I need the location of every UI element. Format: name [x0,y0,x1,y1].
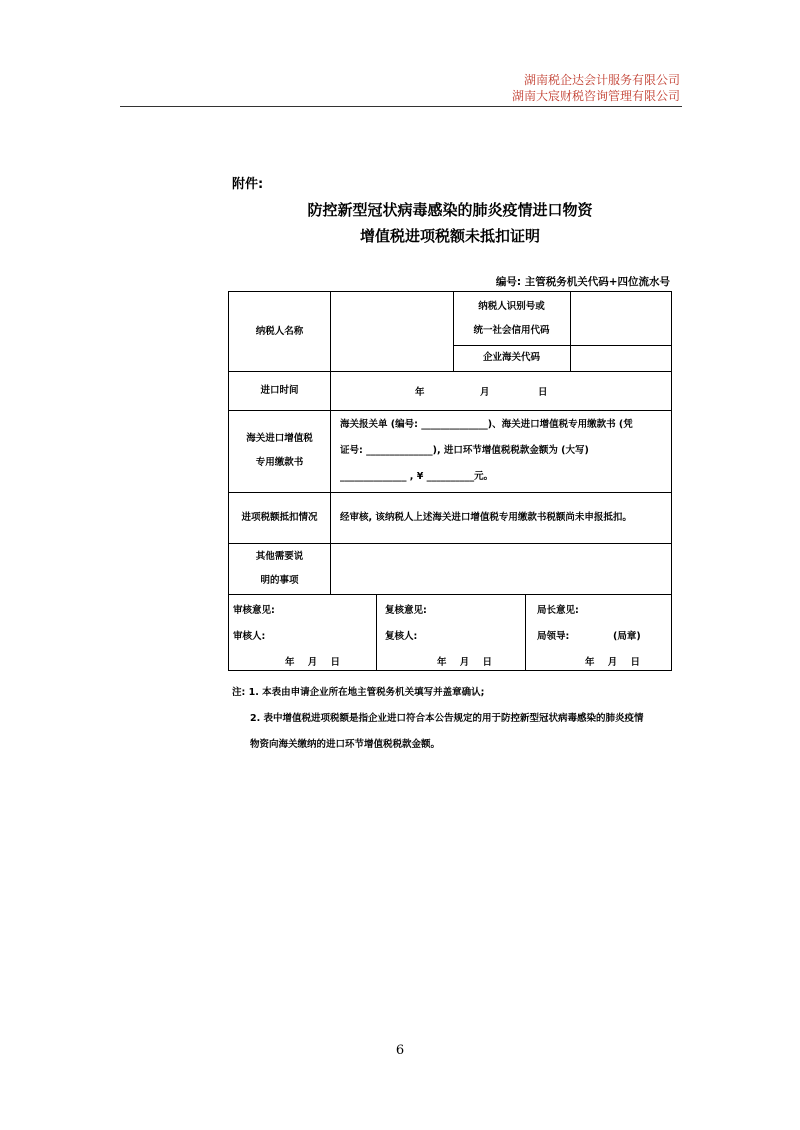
document-title-line-1: 防控新型冠状病毒感染的肺炎疫情进口物资 [307,201,593,219]
deduction-status-text: 经审核, 该纳税人上述海关进口增值税专用缴款书税额尚未申报抵扣。 [340,511,632,523]
rechecker-label: 复核人: [385,631,418,642]
director-date: 年 月 日 [585,657,640,668]
customs-vat-label [229,410,330,492]
table-rule [229,594,671,595]
table-rule [525,594,526,671]
customs-vat-details[interactable] [330,410,671,492]
taxpayer-id-label [453,292,570,345]
notes-section [232,680,672,758]
deduction-status-label: 进项税额抵扣情况 [241,511,318,523]
header-divider [120,106,682,107]
note-2-line-2: 物资向海关缴纳的进口环节增值税税款金额。 [250,739,441,750]
recheck-date: 年 月 日 [437,657,492,668]
customs-vat-label-line-1: 海关进口增值税 [246,433,313,444]
certificate-form-table [228,291,672,671]
company-header [512,72,680,104]
note-2-line-1: 2. 表中增值税进项税额是指企业进口符合本公告规定的用于防控新型冠状病毒感染的肺炎疫情 [250,713,644,724]
seal-label: (局章) [613,631,641,642]
attachment-label: 附件: [232,177,264,192]
date-year: 年 [415,386,425,398]
table-rule [376,594,377,671]
page-number: 6 [395,1043,405,1058]
serial-number-label: 编号: 主管税务机关代码+四位流水号 [495,276,670,288]
customs-vat-label-line-2: 专用缴款书 [255,457,304,468]
other-matters-label-line-2: 明的事项 [260,574,299,586]
other-matters-label [229,543,330,594]
other-matters-label-line-1: 其他需要说 [255,550,304,562]
import-time-field[interactable] [330,371,671,410]
taxpayer-name-label: 纳税人名称 [255,325,304,337]
recheck-opinion-label: 复核意见: [385,605,427,616]
review-date: 年 月 日 [285,657,340,668]
reviewer-label: 审核人: [233,631,266,642]
document-title-line-2: 增值税进项税额未抵扣证明 [359,227,540,245]
customs-vat-text-2: 证号: ______________), 进口环节增值税税款金额为 (大写) [340,445,589,456]
company-name-2: 湖南大宸财税咨询管理有限公司 [511,89,680,103]
taxpayer-id-label-line-1: 纳税人识别号或 [478,300,545,312]
date-day: 日 [538,386,548,398]
taxpayer-id-label-line-2: 统一社会信用代码 [473,324,550,336]
taxpayer-id-field[interactable] [570,292,671,345]
customs-code-field[interactable] [570,345,671,371]
customs-vat-text-3: ______________ , ¥ __________元。 [340,471,494,482]
note-1: 注: 1. 本表由申请企业所在地主管税务机关填写并盖章确认; [232,687,485,698]
director-opinion-label: 局长意见: [537,605,579,616]
director-label: 局领导: [537,631,570,642]
customs-vat-text-1: 海关报关单 (编号: ______________)、海关进口增值税专用缴款书 (凭 [340,419,633,430]
company-name-1: 湖南税企达会计服务有限公司 [523,73,680,87]
date-month: 月 [480,386,490,398]
taxpayer-name-field[interactable] [330,292,453,371]
review-opinion-label: 审核意见: [233,605,275,616]
customs-code-label: 企业海关代码 [482,352,540,363]
other-matters-field[interactable] [330,543,671,594]
import-time-label: 进口时间 [260,384,299,396]
